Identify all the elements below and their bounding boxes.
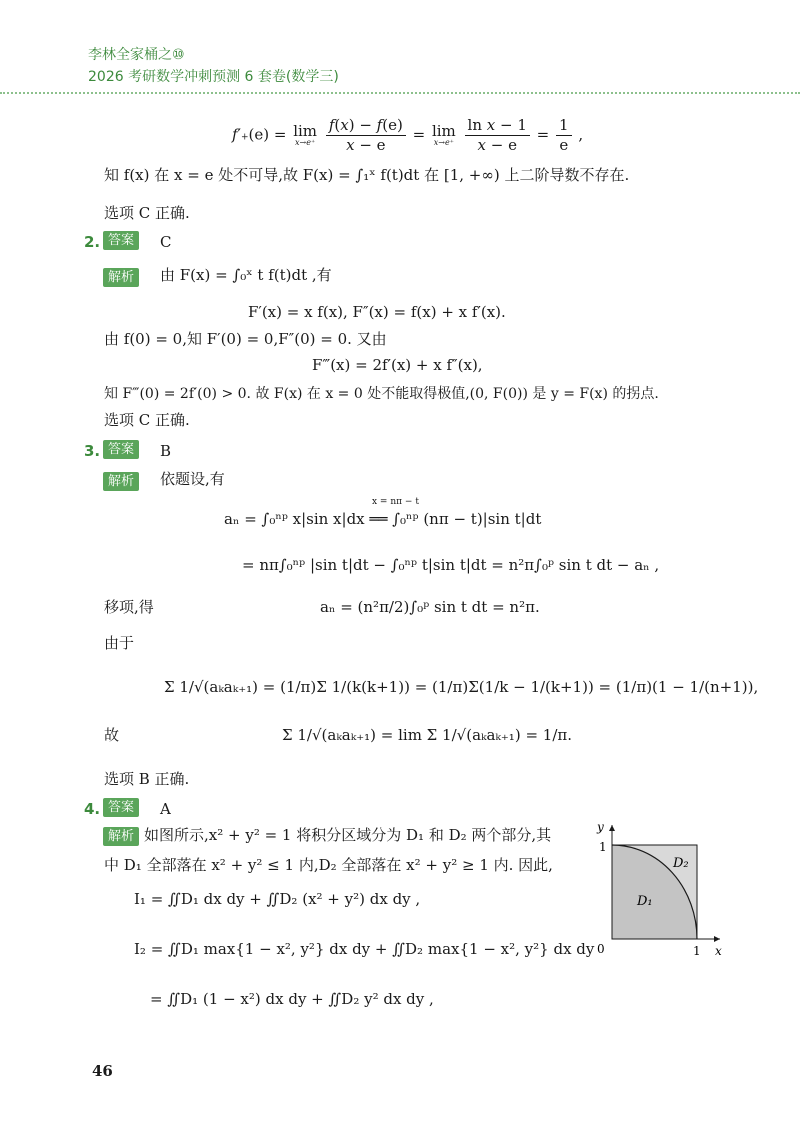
q2-analysis-badge: 解析	[103, 268, 139, 287]
q2-formula2: F‴(x) = 2f′(x) + x f″(x),	[312, 356, 483, 374]
q1-conclusion: 选项 C 正确.	[104, 204, 190, 222]
origin-label: 0	[597, 942, 605, 956]
q4-answer-badge: 答案	[103, 798, 139, 817]
q3-analysis-badge: 解析	[103, 472, 139, 491]
q3-since-label: 由于	[104, 634, 135, 652]
q3-hence-label: 故	[104, 726, 120, 744]
q4-formula2: I₂ = ∬D₁ max{1 − x², y²} dx dy + ∬D₂ max{1 − x², y²} dx dy	[134, 940, 595, 958]
q2-answer: C	[160, 233, 172, 251]
q2-line2: 由 f(0) = 0,知 F′(0) = 0,F″(0) = 0. 又由	[104, 330, 387, 348]
q3-substitution-label: x = nπ − t	[372, 497, 419, 507]
book-series: 李林全家桶之⑩	[88, 47, 185, 63]
y-axis-label: y	[597, 820, 604, 834]
q4-line1: 如图所示,x² + y² = 1 将积分区域分为 D₁ 和 D₂ 两个部分,其	[144, 826, 552, 844]
page-number: 46	[92, 1062, 113, 1080]
q2-answer-badge: 答案	[103, 231, 139, 250]
q3-formula4: Σ 1/√(aₖaₖ₊₁) = (1/π)Σ 1/(k(k+1)) = (1/π)Σ(1/k − 1/(k+1)) = (1/π)(1 − 1/(n+1)),	[164, 678, 759, 696]
q4-analysis-badge: 解析	[103, 827, 139, 846]
q4-formula3: = ∬D₁ (1 − x²) dx dy + ∬D₂ y² dx dy ,	[150, 990, 434, 1008]
q3-formula5: Σ 1/√(aₖaₖ₊₁) = lim Σ 1/√(aₖaₖ₊₁) = 1/π.	[282, 726, 573, 744]
x-tick-1: 1	[693, 944, 701, 958]
q3-formula1: aₙ = ∫₀ⁿᵖ x|sin x|dx ══ ∫₀ⁿᵖ (nπ − t)|sin t|dt	[224, 510, 542, 528]
header-divider	[0, 92, 800, 94]
q4-answer: A	[160, 800, 171, 818]
q1-derivative-formula: f′+(e) = lim x→e⁺ $\frac{f(x) - f(e)}{x - e}$ = lim x→e⁺ $\frac{\text{ln x − 1}}{x - e}$ = $\frac{1}{e}$ ,	[232, 116, 584, 154]
q3-formula3: aₙ = (n²π/2)∫₀ᵖ sin t dt = n²π.	[320, 598, 540, 616]
q3-formula2: = nπ∫₀ⁿᵖ |sin t|dt − ∫₀ⁿᵖ t|sin t|dt = n²π∫₀ᵖ sin t dt − aₙ ,	[242, 556, 660, 574]
q2-formula1: F′(x) = x f(x), F″(x) = f(x) + x f′(x).	[248, 303, 506, 321]
q3-line1: 依题设,有	[160, 470, 225, 488]
q3-number: 3.	[84, 442, 101, 460]
y-tick-1: 1	[599, 840, 607, 854]
q1-text: 知 f(x) 在 x = e 处不可导,故 F(x) = ∫₁ˣ f(t)dt 在 [1, +∞) 上二阶导数不存在.	[104, 166, 630, 184]
q3-conclusion: 选项 B 正确.	[104, 770, 190, 788]
q4-line2: 中 D₁ 全部落在 x² + y² ≤ 1 内,D₂ 全部落在 x² + y² ≥ 1 内. 因此,	[104, 856, 553, 874]
region-figure	[585, 815, 735, 965]
region-d2-label: D₂	[673, 856, 689, 871]
book-title: 2026 考研数学冲刺预测 6 套卷(数学三)	[88, 69, 339, 85]
q2-line3: 知 F‴(0) = 2f′(0) > 0. 故 F(x) 在 x = 0 处不能取得极值,(0, F(0)) 是 y = F(x) 的拐点.	[104, 386, 659, 402]
q2-conclusion: 选项 C 正确.	[104, 411, 190, 429]
q2-number: 2.	[84, 233, 101, 251]
q3-answer-badge: 答案	[103, 440, 139, 459]
q4-formula1: I₁ = ∬D₁ dx dy + ∬D₂ (x² + y²) dx dy ,	[134, 890, 421, 908]
x-axis-label: x	[715, 944, 722, 958]
region-d1-label: D₁	[637, 894, 653, 909]
q4-number: 4.	[84, 800, 101, 818]
q2-line1: 由 F(x) = ∫₀ˣ t f(t)dt ,有	[160, 266, 332, 284]
q3-answer: B	[160, 442, 172, 460]
q3-move-label: 移项,得	[104, 598, 154, 616]
